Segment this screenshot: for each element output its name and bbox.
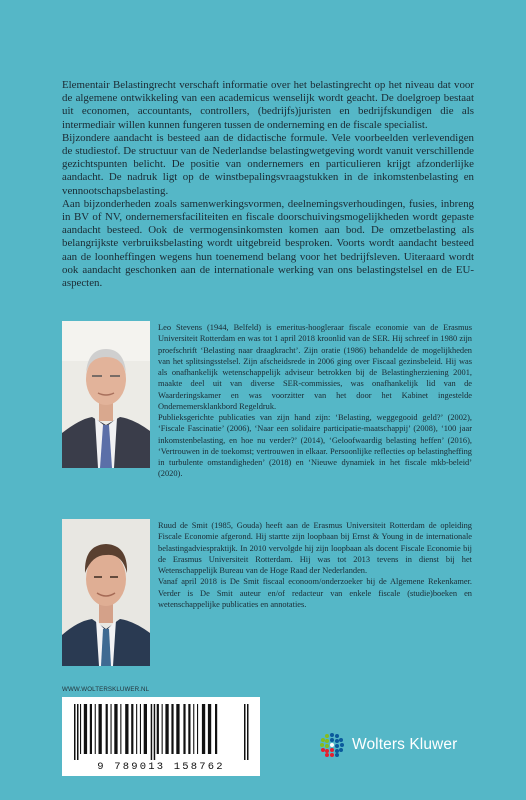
- barcode-bar: [157, 704, 159, 754]
- logo-dot: [330, 743, 334, 747]
- book-description: [62, 79, 474, 290]
- barcode-bar: [80, 704, 81, 754]
- barcode-bar: [244, 704, 246, 760]
- barcode-bar: [111, 704, 112, 754]
- bio-paragraph: Leo Stevens (1944, Belfeld) is emeritus-hoogleraar fiscale economie van de Erasmus Universiteit Rotterdam en was tot 1 april 2018 kroonlid van de SER. Hij schreef in 1980 zijn proefschrift ‘Belasting naar draagkracht’. Zijn oratie (1986) behandelde de mogelijkheden van het splitsingsstelsel. Zijn afscheidsrede in 2006 ging over Fiscaal gezinsbeleid. Hij was als onafhankelijk wetenschappelijk adviseur betrokken bij de Belastingherziening 2001, maakte deel uit van diverse SER-commissies, was onafhankelijk lid van de Waarderingskamer en was voorzitter van het door het Kabinet ingestelde Ondernemersklankbord Regeldruk.: [158, 323, 472, 411]
- barcode-bar: [188, 704, 190, 754]
- logo-dot: [320, 743, 324, 747]
- logo-dot: [340, 743, 344, 747]
- bio-paragraph: Publieksgerichte publicaties van zijn hand zijn: ‘Belasting, weggegooid geld?’ (2002), ‘Fiscale Fascinatie’ (2006), ‘Naar een solidaire participatie-maatschappij’ (2008), ‘100 jaar inkomstenbelasting, en hoe nu verder?’ (2014), ‘Geloofwaardig belasting heffen’ (2016), ‘Vertrouwen in de toekomst; vertrouwen in elkaar. Persoonlijke reflecties op belastingheffing in turbulente omstandigheden’ (2018) en ‘Nieuwe dynamiek in het fiscale mkb-beleid’ (2020).: [158, 413, 472, 479]
- logo-dot: [335, 734, 339, 738]
- barcode-bar: [140, 704, 141, 754]
- isbn-barcode: [62, 697, 260, 776]
- publisher-url: WWW.WOLTERSKLUWER.NL: [62, 686, 150, 693]
- logo-dot: [330, 738, 334, 742]
- barcode-bar: [99, 704, 102, 754]
- wolters-kluwer-logo-icon: [318, 731, 346, 759]
- barcode-bar: [165, 704, 168, 754]
- barcode-bar: [120, 704, 121, 754]
- barcode-bar: [208, 704, 211, 754]
- logo-dot: [321, 748, 325, 752]
- logo-dot: [325, 753, 329, 757]
- logo-dot: [335, 739, 339, 743]
- author-photo-leo-stevens: [62, 321, 150, 468]
- barcode-bar: [215, 704, 217, 754]
- barcode-bar: [171, 704, 173, 754]
- barcode-bar: [193, 704, 194, 754]
- barcode-bar: [154, 704, 156, 760]
- description-paragraph-2: Bijzondere aandacht is besteed aan de didactische formule. Vele voorbeelden verlevendigen de studiestof. De structuur van de Nederlandse belastingwetgeving wordt vanuit verschillende gezichtspunten belicht. De positie van ondernemers en particulieren krijgt afzonderlijke aandacht. De nadruk ligt op de winstbepalingsvraagstukken in de inkomstenbelasting en vennootschapsbelasting.: [62, 131, 474, 197]
- barcode-bar: [125, 704, 128, 754]
- author-bio-leo-stevens: [158, 322, 472, 480]
- bio-paragraph: Vanaf april 2018 is De Smit fiscaal econoom/onderzoeker bij de Algemene Rekenkamer. Verder is De Smit auteur en/of redacteur van enkele fiscale (studie)boeken en wetenschappelijke publicaties en annotaties.: [158, 577, 472, 609]
- logo-dot: [335, 753, 339, 757]
- description-paragraph-1: Elementair Belastingrecht verschaft informatie over het belastingrecht op het niveau dat voor de algemene ontwikkeling van een academicus wenselijk wordt geacht. De doelgroep bestaat uit economen, accountants, controllers, (bedrijfs)juristen en bedrijfskundigen die als intermediair willen kunnen fungeren tussen de onderneming en de fiscale specialist.: [62, 79, 474, 131]
- barcode-bar: [162, 704, 163, 754]
- logo-dot: [330, 753, 334, 757]
- logo-dot: [321, 738, 325, 742]
- logo-dot: [339, 748, 343, 752]
- logo-dot: [325, 734, 329, 738]
- barcode-bar: [247, 704, 249, 760]
- description-paragraph-3: Aan bijzonderheden zoals samenwerkingsvormen, deelnemingsverhoudingen, fusies, inbreng in BV of NV, ondernemersfaciliteiten en fiscale doorschuivingsmogelijkheden wordt gepaste aandacht besteed. Ook de vermogensinkomsten komen aan bod. De omzetbelasting als belangrijkste verbruiksbelasting wordt uitgebreid besproken. Voorts wordt aandacht besteed aan de loonheffingen wegens hun toenemend belang voor het bedrijfsleven. Uiteraard wordt ook aandacht geschonken aan de internationale werking van ons belastingstelsel en de EU-aspecten.: [62, 197, 474, 290]
- logo-dot: [335, 744, 339, 748]
- logo-dot: [330, 733, 334, 737]
- bio-paragraph: Ruud de Smit (1985, Gouda) heeft aan de Erasmus Universiteit Rotterdam de opleiding Fiscale Economie afgerond. Hij startte zijn loopbaan bij Ernst & Young in de internationale belastingadviespraktijk. In 2010 vervolgde hij zijn loopbaan als docent Fiscale Economie bij de Erasmus Universiteit Rotterdam. Hij was tot 2013 tevens in dienst bij het Wetenschappelijk Bureau van de Hoge Raad der Nederlanden.: [158, 521, 472, 575]
- publisher-name: Wolters Kluwer: [352, 736, 458, 753]
- logo-dot: [325, 749, 329, 753]
- barcode-bar: [77, 704, 79, 760]
- barcode-bar: [197, 704, 198, 754]
- logo-dot: [330, 748, 334, 752]
- barcode-bar: [90, 704, 92, 754]
- barcode-bar: [84, 704, 87, 754]
- publisher-logo: [318, 730, 457, 760]
- barcode-bar: [202, 704, 205, 754]
- isbn-digits: 9 789013 158762: [97, 761, 225, 773]
- author-photo-ruud-de-smit: [62, 519, 150, 666]
- barcode-bar: [151, 704, 153, 760]
- barcode-bar: [176, 704, 179, 754]
- barcode-bar: [106, 704, 108, 754]
- logo-dot: [325, 744, 329, 748]
- barcode-bars: [72, 704, 250, 760]
- barcode-bar: [144, 704, 147, 754]
- barcode-bar: [183, 704, 185, 754]
- barcode-bar: [114, 704, 117, 754]
- logo-dot: [339, 738, 343, 742]
- barcode-bar: [95, 704, 96, 754]
- barcode-bar: [136, 704, 137, 754]
- logo-dot: [325, 739, 329, 743]
- logo-dot: [335, 749, 339, 753]
- barcode-bar: [131, 704, 133, 754]
- barcode-bar: [74, 704, 76, 760]
- author-bio-ruud-de-smit: [158, 520, 472, 610]
